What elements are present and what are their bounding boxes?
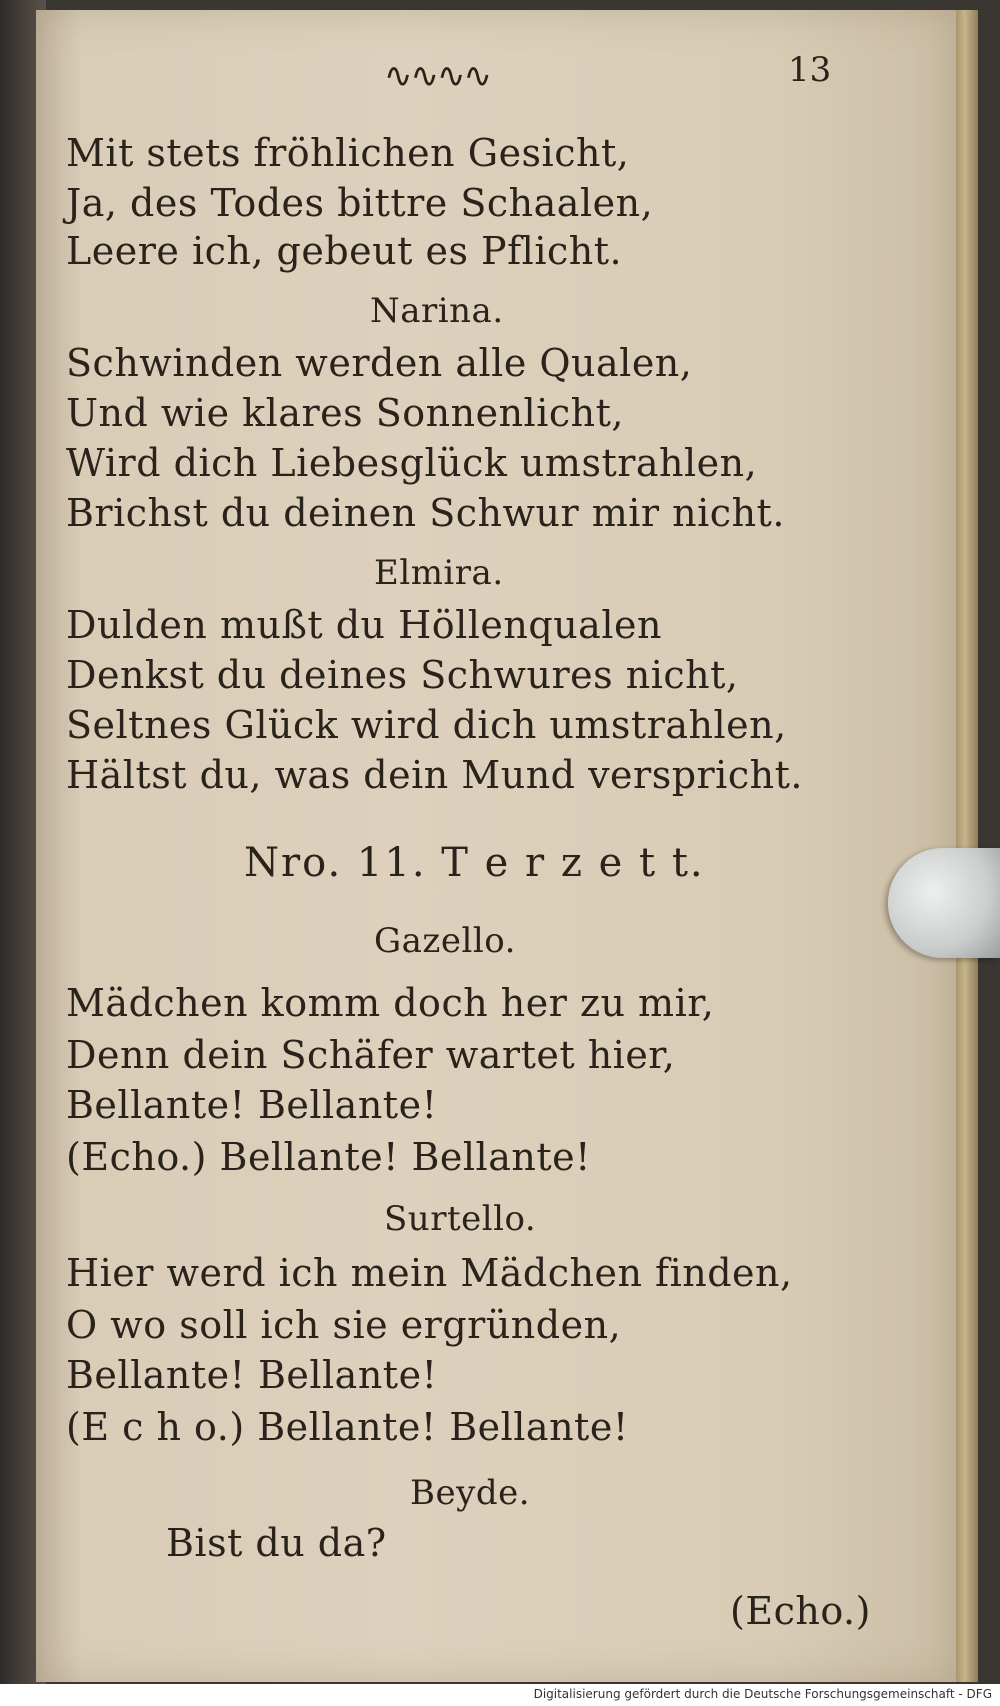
verse-line: Leere ich, gebeut es Pflicht. — [66, 229, 623, 273]
verse-line: Denn dein Schäfer wartet hier, — [66, 1033, 676, 1077]
verse-line: Schwinden werden alle Qualen, — [66, 341, 693, 385]
verse-line: Mädchen komm doch her zu mir, — [66, 981, 715, 1025]
speaker-gazello: Gazello. — [374, 921, 516, 961]
verse-line: Ja, des Todes bittre Schaalen, — [66, 181, 654, 225]
verse-line: Wird dich Liebesglück umstrahlen, — [66, 441, 758, 485]
header-ornament: ∿∿∿∿ — [384, 56, 490, 96]
verse-line: Denkst du deines Schwures nicht, — [66, 653, 739, 697]
verse-line: Hier werd ich mein Mädchen finden, — [66, 1251, 793, 1295]
verse-line: Und wie klares Sonnenlicht, — [66, 391, 624, 435]
page-number: 13 — [788, 50, 832, 90]
speaker-narina: Narina. — [370, 291, 504, 331]
verse-line: Dulden mußt du Höllenqualen — [66, 603, 662, 647]
verse-line: Bist du da? — [166, 1521, 387, 1565]
digitization-footer — [0, 1684, 1000, 1706]
speaker-beyde: Beyde. — [410, 1473, 531, 1513]
section-heading: Nro. 11. T e r z e t t. — [244, 840, 705, 886]
verse-line: O wo soll ich sie ergründen, — [66, 1303, 622, 1347]
verse-line: Seltnes Glück wird dich umstrahlen, — [66, 703, 787, 747]
verse-line: (Echo.) Bellante! Bellante! — [66, 1135, 591, 1179]
verse-line: Brichst du deinen Schwur mir nicht. — [66, 491, 785, 535]
verse-line: Bellante! Bellante! — [66, 1353, 438, 1397]
verse-line: Bellante! Bellante! — [66, 1083, 438, 1127]
verse-line: Mit stets fröhlichen Gesicht, — [66, 131, 630, 175]
speaker-surtello: Surtello. — [384, 1199, 537, 1239]
speaker-elmira: Elmira. — [374, 553, 504, 593]
footer-credit: Digitalisierung gefördert durch die Deutsche Forschungsgemeinschaft - DFG — [533, 1687, 992, 1701]
echo-line: (Echo.) — [730, 1589, 871, 1633]
verse-line: (E c h o.) Bellante! Bellante! — [66, 1405, 629, 1449]
verse-line: Hältst du, was dein Mund verspricht. — [66, 753, 803, 797]
